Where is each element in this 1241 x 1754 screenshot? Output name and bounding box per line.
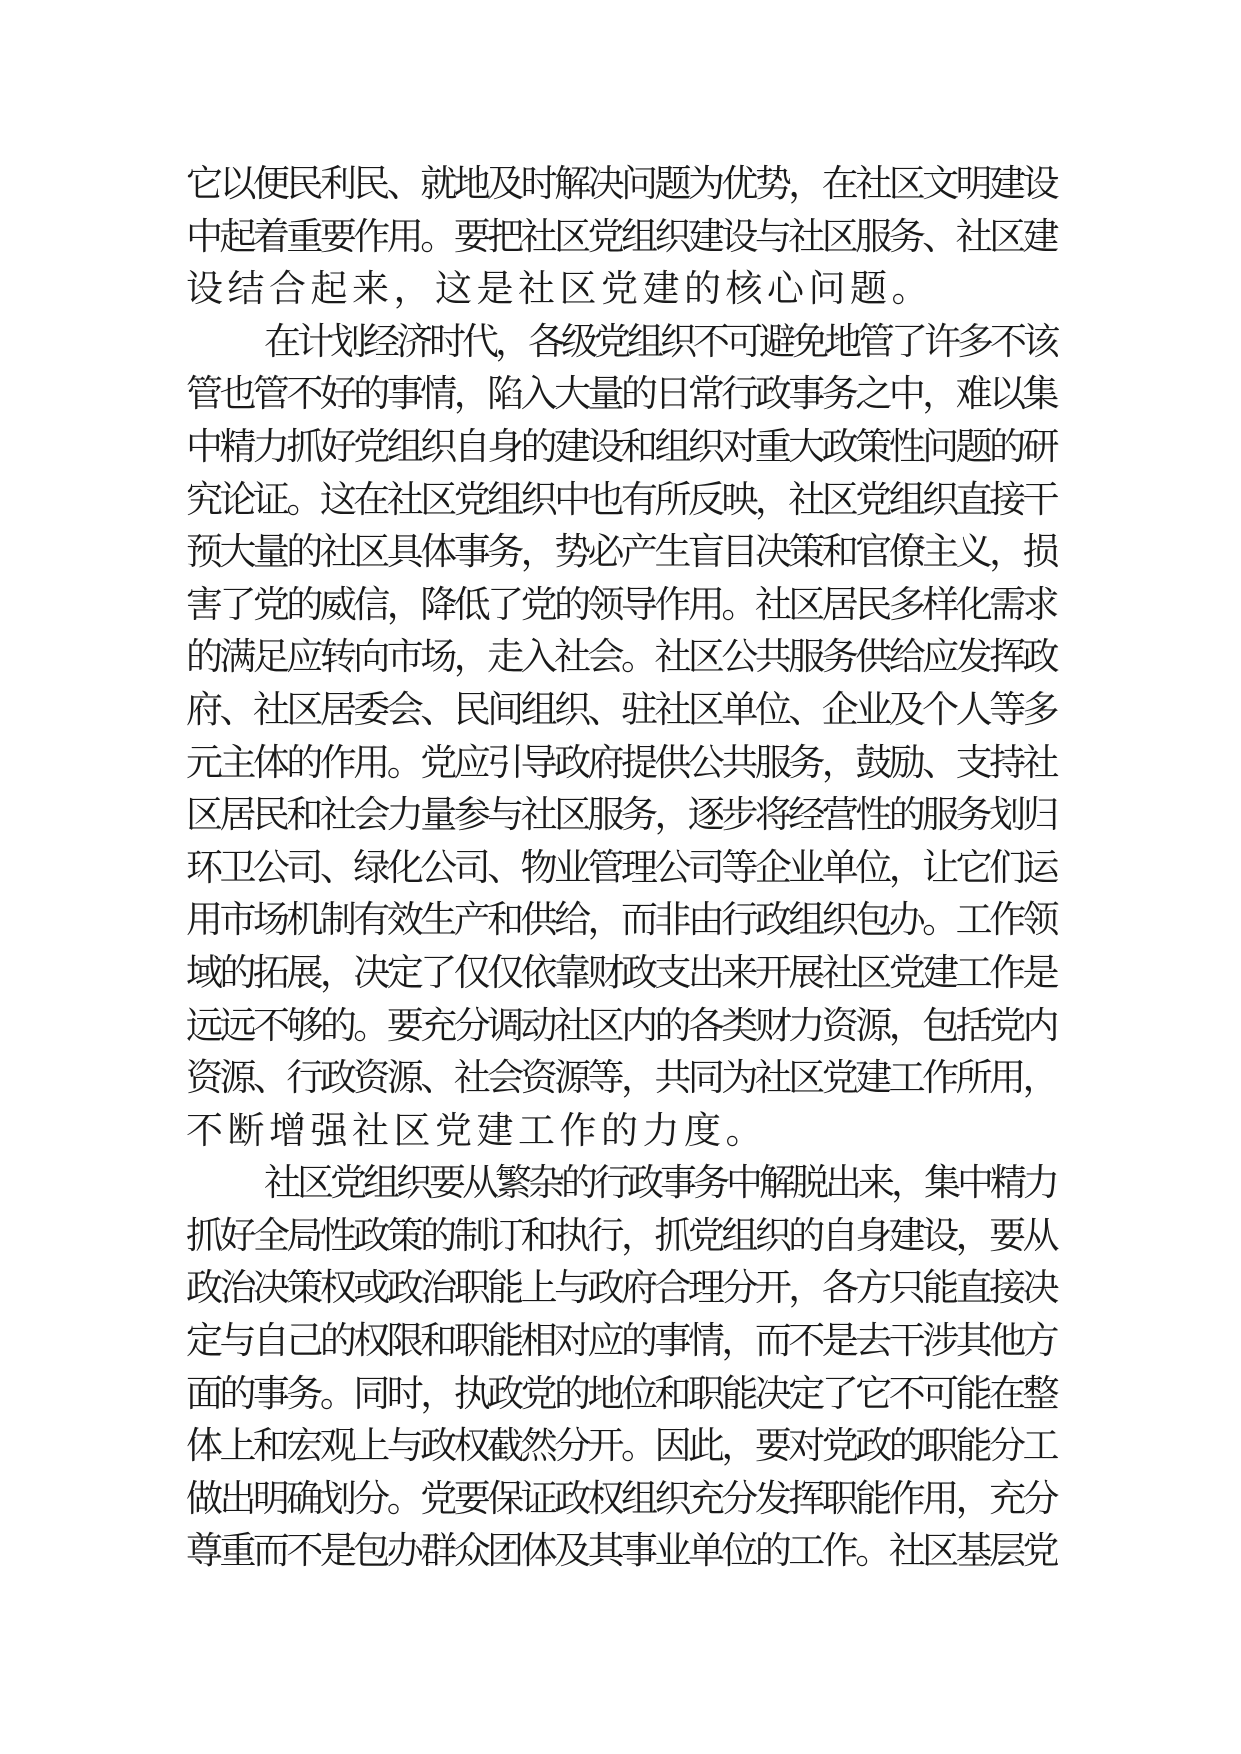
text-line: 社区党组织要从繁杂的行政事务中解脱出来，集中精力 [264, 1161, 1056, 1205]
text-line: 环卫公司、绿化公司、物业管理公司等企业单位，让它们运 [186, 845, 1056, 889]
text-line: 体上和宏观上与政权截然分开。因此，要对党政的职能分工 [186, 1424, 1056, 1468]
text-line: 中起着重要作用。要把社区党组织建设与社区服务、社区建 [186, 214, 1056, 258]
text-line: 管也管不好的事情，陷入大量的日常行政事务之中，难以集 [186, 372, 1056, 416]
text-line: 面的事务。同时，执政党的地位和职能决定了它不可能在整 [186, 1371, 1056, 1415]
text-line: 究论证。这在社区党组织中也有所反映，社区党组织直接干 [186, 477, 1056, 521]
text-line: 政治决策权或政治职能上与政府合理分开，各方只能直接决 [186, 1266, 1056, 1310]
text-line: 资源、行政资源、社会资源等，共同为社区党建工作所用， [186, 1056, 1056, 1100]
text-line: 远远不够的。要充分调动社区内的各类财力资源，包括党内 [186, 1003, 1056, 1047]
text-line: 域的拓展，决定了仅仅依靠财政支出来开展社区党建工作是 [186, 950, 1056, 994]
text-line: 害了党的威信，降低了党的领导作用。社区居民多样化需求 [186, 582, 1056, 626]
text-line: 用市场机制有效生产和供给，而非由行政组织包办。工作领 [186, 898, 1056, 942]
text-line: 定与自己的权限和职能相对应的事情，而不是去干涉其他方 [186, 1319, 1056, 1363]
text-line: 它以便民利民、就地及时解决问题为优势，在社区文明建设 [186, 162, 1056, 205]
body-text [186, 158, 1056, 1578]
text-line: 尊重而不是包办群众团体及其事业单位的工作。社区基层党 [186, 1529, 1056, 1573]
text-line: 府、社区居委会、民间组织、驻社区单位、企业及个人等多 [186, 687, 1056, 731]
text-line: 做出明确划分。党要保证政权组织充分发挥职能作用，充分 [186, 1476, 1056, 1520]
text-line: 不断增强社区党建工作的力度。 [186, 1108, 767, 1152]
text-line: 预大量的社区具体事务，势必产生盲目决策和官僚主义，损 [186, 530, 1056, 574]
text-line: 中精力抓好党组织自身的建设和组织对重大政策性问题的研 [186, 424, 1056, 468]
text-line: 的满足应转向市场，走入社会。社区公共服务供给应发挥政 [186, 635, 1056, 679]
text-line: 元主体的作用。党应引导政府提供公共服务，鼓励、支持社 [186, 740, 1056, 784]
text-line: 在计划经济时代，各级党组织不可避免地管了许多不该 [264, 319, 1056, 363]
text-line: 抓好全局性政策的制订和执行，抓党组织的自身建设，要从 [186, 1213, 1056, 1257]
text-line: 区居民和社会力量参与社区服务，逐步将经营性的服务划归 [186, 793, 1056, 837]
text-line: 设结合起来，这是社区党建的核心问题。 [186, 267, 933, 311]
